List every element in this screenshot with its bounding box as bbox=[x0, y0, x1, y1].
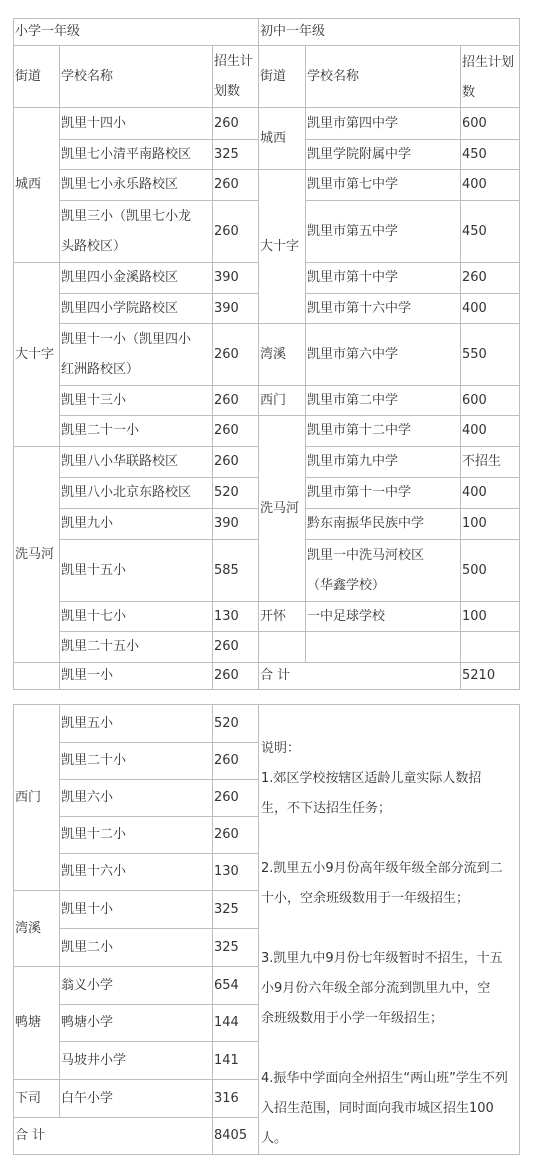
middle-total-label: 合 计 bbox=[258, 662, 461, 690]
primary-total-label: 合 计 bbox=[13, 1117, 213, 1155]
primary-school-plan: 260 bbox=[212, 446, 259, 478]
middle-school-plan: 450 bbox=[460, 200, 520, 263]
middle-empty-cell bbox=[305, 631, 461, 663]
middle-school-plan: 400 bbox=[460, 415, 520, 447]
primary-school-plan: 260 bbox=[212, 200, 259, 263]
primary-school-name: 凯里二小 bbox=[59, 928, 213, 967]
primary-school-name: 凯里十二小 bbox=[59, 816, 213, 854]
primary-school-name: 鸭塘小学 bbox=[59, 1004, 213, 1042]
primary-school-name: 凯里八小北京东路校区 bbox=[59, 477, 213, 509]
primary-school-name: 凯里一小 bbox=[59, 662, 213, 690]
primary-school-plan: 260 bbox=[212, 385, 259, 416]
primary-school-plan: 654 bbox=[212, 966, 259, 1005]
primary-school-plan: 260 bbox=[212, 662, 259, 690]
middle-school-plan: 500 bbox=[460, 539, 520, 602]
middle-district-dashizi: 大十字 bbox=[258, 169, 306, 324]
primary-header-street: 街道 bbox=[13, 45, 60, 108]
middle-school-name: 一中足球学校 bbox=[305, 601, 461, 632]
note-line: 入招生范围，同时面向我市城区招生100 bbox=[261, 1101, 494, 1116]
primary-school-plan: 141 bbox=[212, 1041, 259, 1080]
middle-school-name: 黔东南振华民族中学 bbox=[305, 508, 461, 540]
note-spacer bbox=[261, 914, 517, 944]
primary-school-name: 翁义小学 bbox=[59, 966, 213, 1005]
primary-district-ximahe: 洗马河 bbox=[13, 446, 60, 663]
middle-school-name: 凯里学院附属中学 bbox=[305, 139, 461, 170]
primary-school-name: 凯里七小永乐路校区 bbox=[59, 169, 213, 201]
primary-school-name: 凯里十小 bbox=[59, 890, 213, 929]
primary-district-chengxi: 城西 bbox=[13, 107, 60, 263]
primary-district-xiasi: 下司 bbox=[13, 1079, 60, 1118]
primary-school-name: 凯里六小 bbox=[59, 779, 213, 817]
middle-school-name: 凯里市第七中学 bbox=[305, 169, 461, 201]
primary-school-name: 凯里四小金溪路校区 bbox=[59, 262, 213, 294]
note-line: 2.凯里五小9月份高年级年级全部分流到二 bbox=[261, 861, 503, 876]
middle-school-name: 凯里市第五中学 bbox=[305, 200, 461, 263]
primary-school-name: 凯里七小清平南路校区 bbox=[59, 139, 213, 170]
middle-school-plan: 550 bbox=[460, 323, 520, 386]
primary-school-name: 凯里十一小（凯里四小 红洲路校区） bbox=[59, 323, 213, 386]
primary-district-ximen: 西门 bbox=[13, 704, 60, 891]
primary-school-plan: 585 bbox=[212, 539, 259, 602]
primary-district-wanxi: 湾溪 bbox=[13, 890, 60, 967]
middle-district-wanxi: 湾溪 bbox=[258, 323, 306, 386]
primary-district-yatang: 鸭塘 bbox=[13, 966, 60, 1080]
middle-school-name: 凯里市第六中学 bbox=[305, 323, 461, 386]
primary-school-plan: 390 bbox=[212, 293, 259, 324]
note-line: 小9月份六年级全部分流到凯里九中，空 bbox=[261, 981, 491, 996]
primary-school-name: 凯里二十一小 bbox=[59, 415, 213, 447]
note-spacer bbox=[261, 824, 517, 854]
middle-school-name: 凯里市第十一中学 bbox=[305, 477, 461, 509]
middle-school-name: 凯里市第二中学 bbox=[305, 385, 461, 416]
middle-school-plan: 400 bbox=[460, 477, 520, 509]
primary-school-plan: 260 bbox=[212, 742, 259, 780]
primary-school-plan: 390 bbox=[212, 262, 259, 294]
primary-school-plan: 130 bbox=[212, 601, 259, 632]
primary-school-plan: 520 bbox=[212, 477, 259, 509]
primary-district-dashizi: 大十字 bbox=[13, 262, 60, 447]
note-spacer bbox=[261, 1034, 517, 1064]
middle-school-name: 凯里市第十中学 bbox=[305, 262, 461, 294]
middle-school-name: 凯里市第四中学 bbox=[305, 107, 461, 140]
primary-school-name: 凯里十七小 bbox=[59, 601, 213, 632]
primary-school-plan: 130 bbox=[212, 853, 259, 891]
middle-school-plan: 600 bbox=[460, 385, 520, 416]
primary-school-plan: 325 bbox=[212, 890, 259, 929]
primary-school-plan: 260 bbox=[212, 779, 259, 817]
primary-school-name: 凯里四小学院路校区 bbox=[59, 293, 213, 324]
primary-school-name: 马坡井小学 bbox=[59, 1041, 213, 1080]
middle-section-title: 初中一年级 bbox=[258, 18, 520, 46]
middle-district-ximen: 西门 bbox=[258, 385, 306, 416]
primary-school-plan: 325 bbox=[212, 139, 259, 170]
middle-district-chengxi: 城西 bbox=[258, 107, 306, 170]
primary-school-plan: 390 bbox=[212, 508, 259, 540]
middle-header-street: 街道 bbox=[258, 45, 306, 108]
primary-school-name: 凯里十六小 bbox=[59, 853, 213, 891]
primary-district-ximen-top bbox=[13, 662, 60, 690]
notes-title: 说明： bbox=[261, 741, 301, 756]
middle-empty-cell bbox=[258, 631, 306, 663]
middle-school-plan: 260 bbox=[460, 262, 520, 294]
primary-school-name: 凯里十五小 bbox=[59, 539, 213, 602]
primary-header-plan: 招生计 划数 bbox=[212, 45, 259, 108]
middle-school-name: 凯里一中洗马河校区 （华鑫学校） bbox=[305, 539, 461, 602]
middle-school-plan: 600 bbox=[460, 107, 520, 140]
primary-school-name: 凯里九小 bbox=[59, 508, 213, 540]
primary-section-title: 小学一年级 bbox=[13, 18, 259, 46]
primary-school-plan: 316 bbox=[212, 1079, 259, 1118]
primary-school-plan: 260 bbox=[212, 107, 259, 140]
note-line: 人。 bbox=[261, 1131, 288, 1146]
primary-school-name: 凯里二十五小 bbox=[59, 631, 213, 663]
primary-school-plan: 260 bbox=[212, 323, 259, 386]
middle-empty-cell bbox=[460, 631, 520, 663]
primary-school-name: 凯里五小 bbox=[59, 704, 213, 743]
note-line: 4.振华中学面向全州招生“两山班”学生不列 bbox=[261, 1071, 508, 1086]
middle-school-plan: 400 bbox=[460, 169, 520, 201]
middle-district-kaihuai: 开怀 bbox=[258, 601, 306, 632]
primary-school-name: 凯里十三小 bbox=[59, 385, 213, 416]
middle-school-plan: 100 bbox=[460, 601, 520, 632]
primary-school-name: 凯里三小（凯里七小龙 头路校区） bbox=[59, 200, 213, 263]
middle-school-plan: 不招生 bbox=[460, 446, 520, 478]
middle-school-name: 凯里市第九中学 bbox=[305, 446, 461, 478]
primary-school-plan: 260 bbox=[212, 631, 259, 663]
primary-school-plan: 325 bbox=[212, 928, 259, 967]
primary-school-name: 凯里八小华联路校区 bbox=[59, 446, 213, 478]
primary-header-school: 学校名称 bbox=[59, 45, 213, 108]
note-line: 十小，空余班级数用于一年级招生； bbox=[261, 891, 470, 906]
middle-school-name: 凯里市第十六中学 bbox=[305, 293, 461, 324]
note-line: 生，不下达招生任务； bbox=[261, 801, 392, 816]
middle-school-plan: 450 bbox=[460, 139, 520, 170]
primary-school-plan: 520 bbox=[212, 704, 259, 743]
primary-total-value: 8405 bbox=[212, 1117, 259, 1155]
primary-school-name: 凯里二十小 bbox=[59, 742, 213, 780]
middle-school-plan: 100 bbox=[460, 508, 520, 540]
note-line: 余班级数用于小学一年级招生； bbox=[261, 1011, 444, 1026]
note-line: 3.凯里九中9月份七年级暂时不招生，十五 bbox=[261, 951, 503, 966]
primary-school-name: 凯里十四小 bbox=[59, 107, 213, 140]
middle-header-plan: 招生计划数 bbox=[460, 45, 520, 108]
primary-school-plan: 260 bbox=[212, 816, 259, 854]
middle-total-value: 5210 bbox=[460, 662, 520, 690]
primary-school-name: 白午小学 bbox=[59, 1079, 213, 1118]
middle-header-school: 学校名称 bbox=[305, 45, 461, 108]
middle-school-name: 凯里市第十二中学 bbox=[305, 415, 461, 447]
primary-school-plan: 144 bbox=[212, 1004, 259, 1042]
primary-school-plan: 260 bbox=[212, 415, 259, 447]
middle-district-ximahe: 洗马河 bbox=[258, 415, 306, 602]
middle-school-plan: 400 bbox=[460, 293, 520, 324]
note-line: 1.郊区学校按辖区适龄儿童实际人数招 bbox=[261, 771, 482, 786]
primary-school-plan: 260 bbox=[212, 169, 259, 201]
notes-text bbox=[261, 734, 517, 1154]
